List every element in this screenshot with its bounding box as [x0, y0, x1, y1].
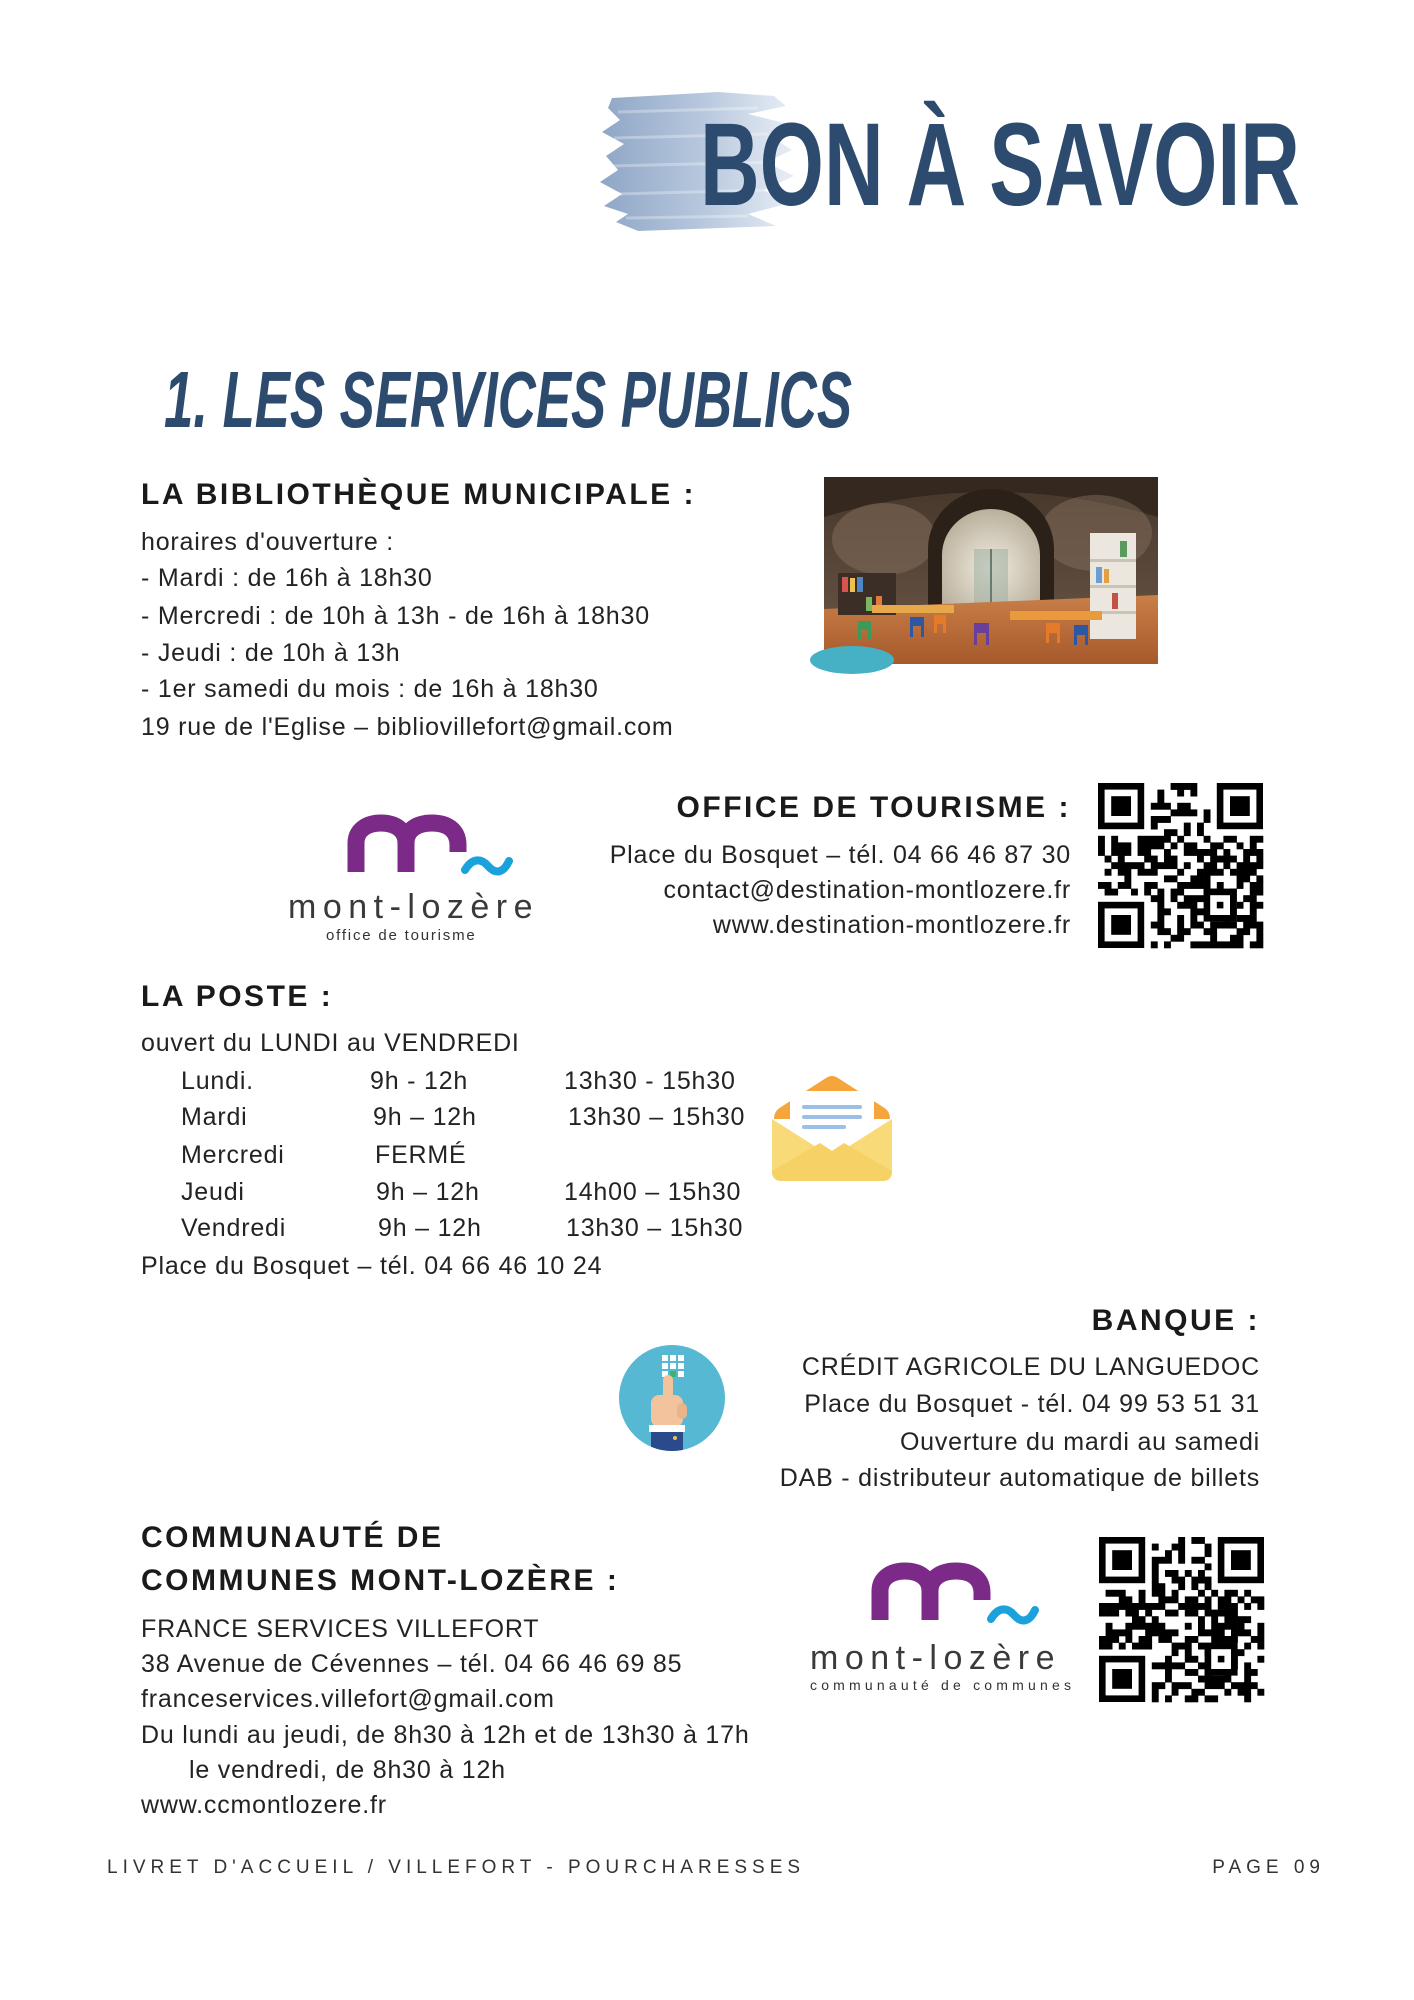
section-title-text: 1. LES SERVICES PUBLICS	[164, 355, 852, 444]
library-photo	[824, 477, 1158, 664]
library-line: - Mardi : de 16h à 18h30	[141, 563, 433, 592]
footer-booklet-title: LIVRET D'ACCUEIL / VILLEFORT - POURCHARESSES	[107, 1857, 806, 1878]
post-office-intro: ouvert du LUNDI au VENDREDI	[141, 1028, 520, 1057]
section-title	[158, 350, 868, 445]
tourism-website: www.destination-montlozere.fr	[712, 910, 1071, 939]
schedule-row	[0, 1137, 820, 1174]
library-line: - Mercredi : de 10h à 13h - de 16h à 18h30	[141, 601, 650, 630]
bank-atm-info: DAB - distributeur automatique de billets	[779, 1463, 1260, 1492]
qr-code-icon	[1098, 783, 1263, 948]
post-office-address: Place du Bosquet – tél. 04 66 46 10 24	[141, 1251, 603, 1280]
community-website: www.ccmontlozere.fr	[141, 1790, 387, 1819]
post-office-heading: LA POSTE :	[141, 980, 334, 1013]
logo-name: mont-lozère	[288, 888, 540, 926]
schedule-afternoon: 13h30 – 15h30	[566, 1213, 744, 1242]
schedule-row	[0, 1174, 820, 1211]
community-address: 38 Avenue de Cévennes – tél. 04 66 46 69 85	[141, 1649, 683, 1678]
logo-name: mont-lozère	[810, 1639, 1062, 1677]
atm-keypad-icon	[619, 1345, 725, 1451]
tourism-heading: OFFICE DE TOURISME :	[676, 791, 1071, 824]
library-heading: LA BIBLIOTHÈQUE MUNICIPALE :	[141, 478, 696, 511]
tourism-address: Place du Bosquet – tél. 04 66 46 87 30	[609, 840, 1071, 869]
community-heading-line: COMMUNAUTÉ DE	[141, 1521, 444, 1554]
schedule-afternoon: 13h30 - 15h30	[564, 1066, 736, 1095]
community-email: franceservices.villefort@gmail.com	[141, 1684, 555, 1713]
schedule-morning: 9h – 12h	[376, 1177, 480, 1206]
page-title	[690, 95, 1310, 231]
schedule-row	[0, 1099, 820, 1136]
schedule-afternoon: 13h30 – 15h30	[568, 1102, 746, 1131]
bank-address: Place du Bosquet - tél. 04 99 53 51 31	[804, 1389, 1260, 1418]
qr-code-icon	[1099, 1537, 1264, 1702]
schedule-day: Jeudi	[181, 1177, 245, 1206]
library-line: horaires d'ouverture :	[141, 527, 395, 556]
logo-m-mark	[347, 814, 467, 872]
library-address: 19 rue de l'Eglise – bibliovillefort@gmail.com	[141, 712, 674, 741]
schedule-row	[0, 1063, 820, 1100]
logo-tagline: office de tourisme	[326, 927, 477, 944]
bank-name: CRÉDIT AGRICOLE DU LANGUEDOC	[801, 1352, 1260, 1381]
community-hours-friday: le vendredi, de 8h30 à 12h	[189, 1755, 506, 1784]
logo-m-mark	[871, 1562, 991, 1620]
schedule-closed: FERMÉ	[375, 1140, 467, 1169]
schedule-row	[0, 1210, 820, 1247]
community-heading-line: COMMUNES MONT-LOZÈRE :	[141, 1564, 620, 1597]
tourism-email: contact@destination-montlozere.fr	[663, 875, 1071, 904]
bank-heading: BANQUE :	[1091, 1304, 1260, 1337]
community-service-name: FRANCE SERVICES VILLEFORT	[141, 1614, 540, 1643]
schedule-day: Vendredi	[181, 1213, 287, 1242]
logo-wave-mark	[987, 1601, 1039, 1629]
schedule-day: Mardi	[181, 1102, 248, 1131]
mont-lozere-community-logo	[808, 1559, 1076, 1695]
community-hours: Du lundi au jeudi, de 8h30 à 12h et de 13h30 à 17h	[141, 1720, 750, 1749]
logo-tagline: communauté de communes	[810, 1677, 1076, 1693]
schedule-afternoon: 14h00 – 15h30	[564, 1177, 742, 1206]
bank-opening: Ouverture du mardi au samedi	[899, 1427, 1260, 1456]
schedule-day: Mercredi	[181, 1140, 285, 1169]
logo-wave-mark	[461, 852, 513, 880]
library-line: - 1er samedi du mois : de 16h à 18h30	[141, 674, 599, 703]
envelope-icon	[770, 1073, 894, 1184]
mont-lozere-tourism-logo	[288, 808, 540, 944]
page-title-text: BON À SAVOIR	[700, 99, 1300, 231]
schedule-morning: 9h - 12h	[370, 1066, 469, 1095]
schedule-morning: 9h – 12h	[378, 1213, 482, 1242]
footer-page-number: PAGE 09	[1212, 1857, 1325, 1878]
library-line: - Jeudi : de 10h à 13h	[141, 638, 401, 667]
schedule-morning: 9h – 12h	[373, 1102, 477, 1131]
schedule-day: Lundi.	[181, 1066, 254, 1095]
